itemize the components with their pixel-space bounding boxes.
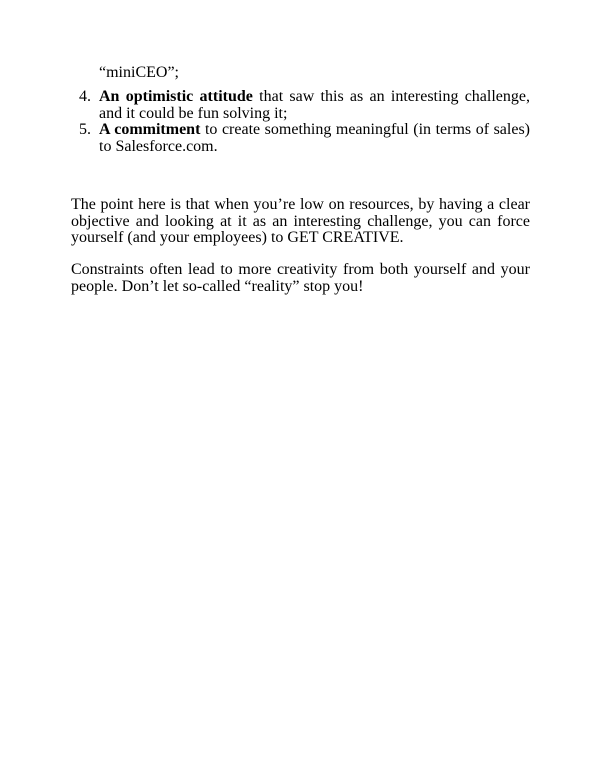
list-item-4 (71, 89, 530, 122)
list-number: 4. (79, 88, 91, 105)
list-item-bold: An optimistic attitude (99, 88, 253, 105)
paragraph: The point here is that when you’re low on resources, by having a clear objective and looking at it as an interesting challenge, you can force yourself (and your employees) to GET CREATIVE. (71, 196, 530, 247)
list-item-text: to create something meaningful (in terms of sales) to Salesforce.com. (99, 121, 531, 155)
list-continuation-text: “miniCEO”; (99, 64, 179, 81)
list-number: 5. (79, 121, 91, 138)
list-continuation (71, 65, 530, 82)
list-item-5 (71, 122, 530, 155)
list-item-text: that saw this as an interesting challenge, and it could be fun solving it; (99, 88, 531, 122)
list-item-bold: A commitment (99, 121, 201, 138)
paragraph: Constraints often lead to more creativity from both yourself and your people. Don’t let so-called “reality” stop you! (71, 261, 530, 295)
